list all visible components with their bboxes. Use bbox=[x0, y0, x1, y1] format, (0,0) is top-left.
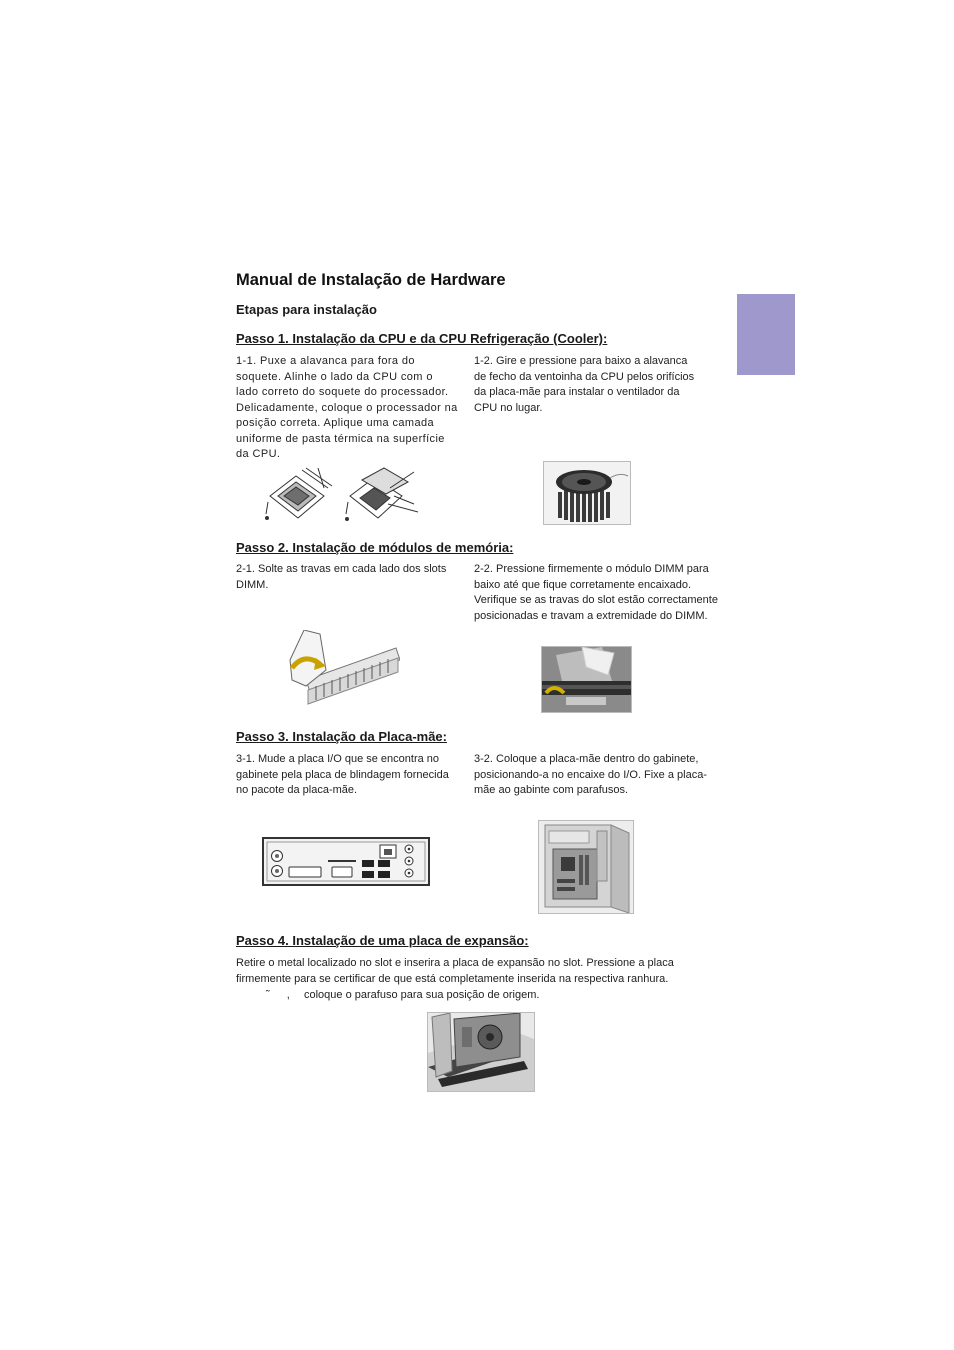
cpu-socket-illustration bbox=[262, 466, 422, 528]
step-1-2-text: 1-2. Gire e pressione para baixo a alavanca de fecho da ventoinha da CPU pelos orifícios da placa-mãe para instalar o ventilador da CPU no lugar. bbox=[474, 355, 695, 414]
expansion-card-photo bbox=[427, 1012, 535, 1092]
page-subtitle: Etapas para instalação bbox=[236, 302, 377, 317]
step-2-heading: Passo 2. Instalação de módulos de memória: bbox=[236, 540, 514, 555]
io-shield-illustration bbox=[262, 837, 430, 886]
step-4-text-line-1: Retire o metal localizado no slot e inserira a placa de expansão no slot. Pressione a placa bbox=[236, 957, 674, 969]
step-4-text-marks: ˜ , bbox=[266, 989, 290, 1001]
step-4-heading: Passo 4. Instalação de uma placa de expansão: bbox=[236, 933, 529, 948]
step-3-2-text: 3-2. Coloque a placa-mãe dentro do gabinete, posicionando-a no encaixe do I/O. Fixe a placa-mãe ao gabinte com parafusos. bbox=[474, 753, 707, 796]
step-3-1-text: 3-1. Mude a placa I/O que se encontra no gabinete pela placa de blindagem fornecida no pacote da placa-mãe. bbox=[236, 753, 449, 796]
dimm-insertion-photo bbox=[541, 646, 632, 713]
step-3-heading: Passo 3. Instalação da Placa-mãe: bbox=[236, 729, 447, 744]
step-2-2-text: 2-2. Pressione firmemente o módulo DIMM para baixo até que fique corretamente encaixado. Verifique se as travas do slot estão correctamente posicionadas e travam a extremidade do DIMM. bbox=[474, 563, 718, 622]
dimm-slot-latch-illustration bbox=[286, 630, 400, 712]
section-tab-marker bbox=[737, 294, 795, 375]
step-2-1-text: 2-1. Solte as travas em cada lado dos slots DIMM. bbox=[236, 563, 447, 591]
motherboard-in-case-photo bbox=[538, 820, 634, 914]
step-1-1-text: 1-1. Puxe a alavanca para fora do soquete. Alinhe o lado da CPU com o lado correto do soquete do processador. Delicadamente, coloque o processador na posição correta. Aplique uma camada uniforme de pasta térmica na superfície da CPU. bbox=[236, 355, 458, 460]
step-4-text-line-3: coloque o parafuso para sua posição de origem. bbox=[304, 989, 540, 1001]
page-title: Manual de Instalação de Hardware bbox=[236, 271, 506, 289]
cpu-cooler-photo bbox=[543, 461, 631, 525]
step-1-heading: Passo 1. Instalação da CPU e da CPU Refrigeração (Cooler): bbox=[236, 331, 608, 346]
step-4-text-line-2: firmemente para se certificar de que está completamente inserida na respectiva ranhura. bbox=[236, 973, 669, 985]
